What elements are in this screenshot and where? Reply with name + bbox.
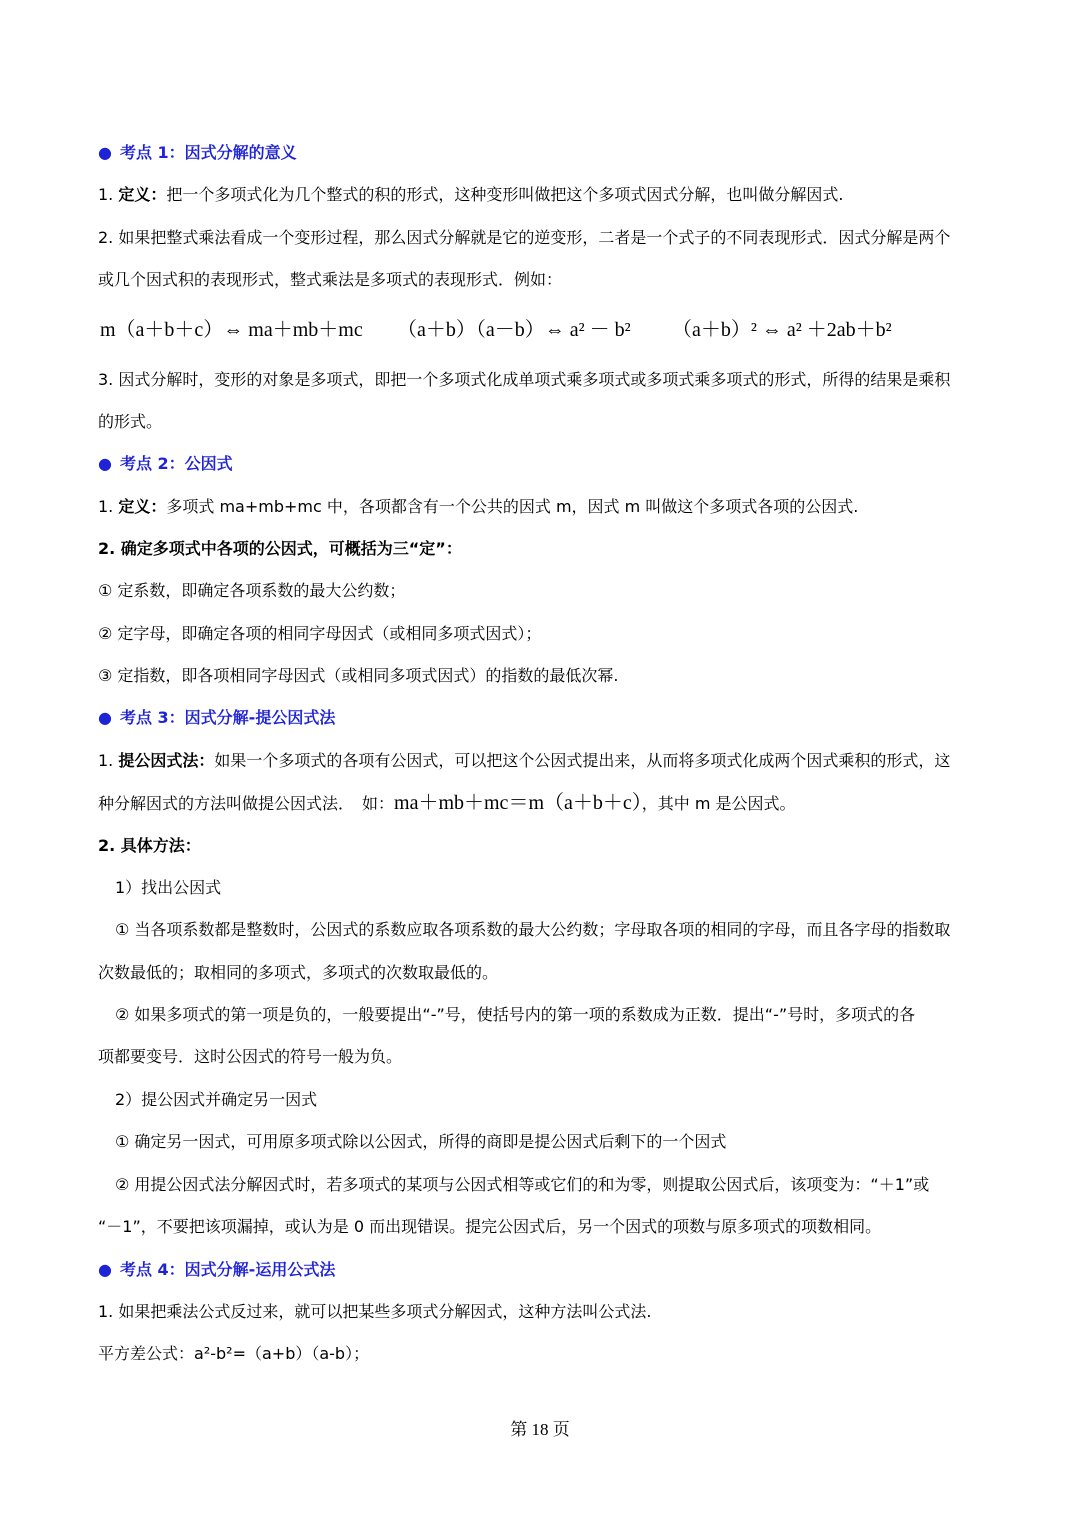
- paragraph-text: 多项式 ma+mb+mc 中，各项都含有一个公共的因式 m，因式 m 叫做这个多项式各项的公因式.: [166, 497, 859, 516]
- list-item-continued: 次数最低的；取相同的多项式，多项式的次数取最低的。: [98, 963, 499, 982]
- paragraph-line: [98, 791, 978, 816]
- list-item: ③ 定指数，即各项相同字母因式（或相同多项式因式）的指数的最低次幂.: [98, 666, 619, 685]
- page-number: 第 18 页: [510, 1420, 570, 1439]
- formula-perfect-square: （a＋b）² ⇔ a² ＋2ab＋b²: [672, 319, 892, 341]
- paragraph-line: 1. 如果把乘法公式反过来，就可以把某些多项式分解因式，这种方法叫公式法.: [98, 1302, 652, 1321]
- section-heading-1: [98, 141, 978, 165]
- list-item: ② 定字母，即确定各项的相同字母因式（或相同多项式因式）；: [98, 624, 542, 643]
- sub-heading: 2）提公因式并确定另一因式: [115, 1090, 318, 1109]
- paragraph: [98, 495, 978, 519]
- bullet-icon: ●: [98, 708, 112, 727]
- bullet-icon: ●: [98, 143, 112, 162]
- section-title: 考点 2：公因式: [119, 454, 233, 473]
- item-number: 1.: [98, 497, 114, 516]
- list-item: ① 定系数，即确定各项系数的最大公约数；: [98, 581, 406, 600]
- paragraph: [98, 1342, 978, 1366]
- term-label: 平方差公式：: [98, 1344, 195, 1363]
- section-heading-4: [98, 1258, 978, 1282]
- formula-difference-of-squares: a²-b²=（a+b）（a-b）；: [194, 1344, 370, 1363]
- paragraph-text: 把一个多项式化为几个整式的积的形式，这种变形叫做把这个多项式因式分解，也叫做分解因式.: [166, 185, 844, 204]
- section-title: 考点 1：因式分解的意义: [119, 143, 297, 162]
- paragraph-text: ，其中 m 是公因式。: [641, 794, 796, 813]
- list-item: ② 用提公因式法分解因式时，若多项式的某项与公因式相等或它们的和为零，则提取公因式后，该项变为：“＋1”或: [115, 1175, 930, 1194]
- list-item: ② 如果多项式的第一项是负的，一般要提出“-”号，使括号内的第一项的系数成为正数．提出“-”号时，多项式的各: [115, 1005, 916, 1024]
- paragraph-line: 2. 具体方法：: [98, 836, 201, 855]
- bullet-icon: ●: [98, 1260, 112, 1279]
- item-number: 1.: [98, 185, 114, 204]
- paragraph-line: 的形式。: [98, 412, 163, 431]
- formula-difference-of-squares: （a＋b）（a－b）⇔ a² － b²: [397, 319, 631, 341]
- section-title: 考点 4：因式分解-运用公式法: [119, 1260, 336, 1279]
- list-item-continued: 项都要变号．这时公因式的符号一般为负。: [98, 1047, 403, 1066]
- term-label: 定义：: [118, 185, 167, 204]
- section-heading-3: [98, 706, 978, 730]
- bullet-icon: ●: [98, 454, 112, 473]
- paragraph-text: 种分解因式的方法叫做提公因式法． 如：: [98, 794, 395, 813]
- paragraph-line: 2. 如果把整式乘法看成一个变形过程，那么因式分解就是它的逆变形，二者是一个式子的不同表现形式．因式分解是两个: [98, 228, 951, 247]
- section-heading-2: [98, 452, 978, 476]
- formula-factoring: ma＋mb＋mc＝m（a＋b＋c）: [394, 792, 642, 814]
- paragraph-line: 2. 确定多项式中各项的公因式，可概括为三“定”：: [98, 539, 462, 558]
- list-item: ① 当各项系数都是整数时，公因式的系数应取各项系数的最大公约数；字母取各项的相同的字母，而且各字母的指数取: [115, 920, 951, 939]
- paragraph-line: 或几个因式积的表现形式，整式乘法是多项式的表现形式．例如：: [98, 270, 563, 289]
- paragraph: [98, 183, 978, 207]
- term-label: 提公因式法：: [118, 751, 215, 770]
- item-number: 1.: [98, 751, 114, 770]
- term-label: 定义：: [118, 497, 167, 516]
- paragraph: [98, 749, 978, 773]
- paragraph-line: 3. 因式分解时，变形的对象是多项式，即把一个多项式化成单项式乘多项式或多项式乘多项式的形式，所得的结果是乘积: [98, 370, 951, 389]
- formula-distributive: m（a＋b＋c）⇔ ma＋mb＋mc: [100, 319, 363, 341]
- paragraph-text: 如果一个多项式的各项有公因式，可以把这个公因式提出来，从而将多项式化成两个因式乘积的形式，这: [214, 751, 951, 770]
- sub-heading: 1）找出公因式: [115, 878, 222, 897]
- list-item: ① 确定另一因式，可用原多项式除以公因式，所得的商即是提公因式后剩下的一个因式: [115, 1132, 727, 1151]
- section-title: 考点 3：因式分解-提公因式法: [119, 708, 336, 727]
- list-item-continued: “－1”，不要把该项漏掉，或认为是 0 而出现错误。提完公因式后，另一个因式的项数与原多项式的项数相同。: [98, 1217, 882, 1236]
